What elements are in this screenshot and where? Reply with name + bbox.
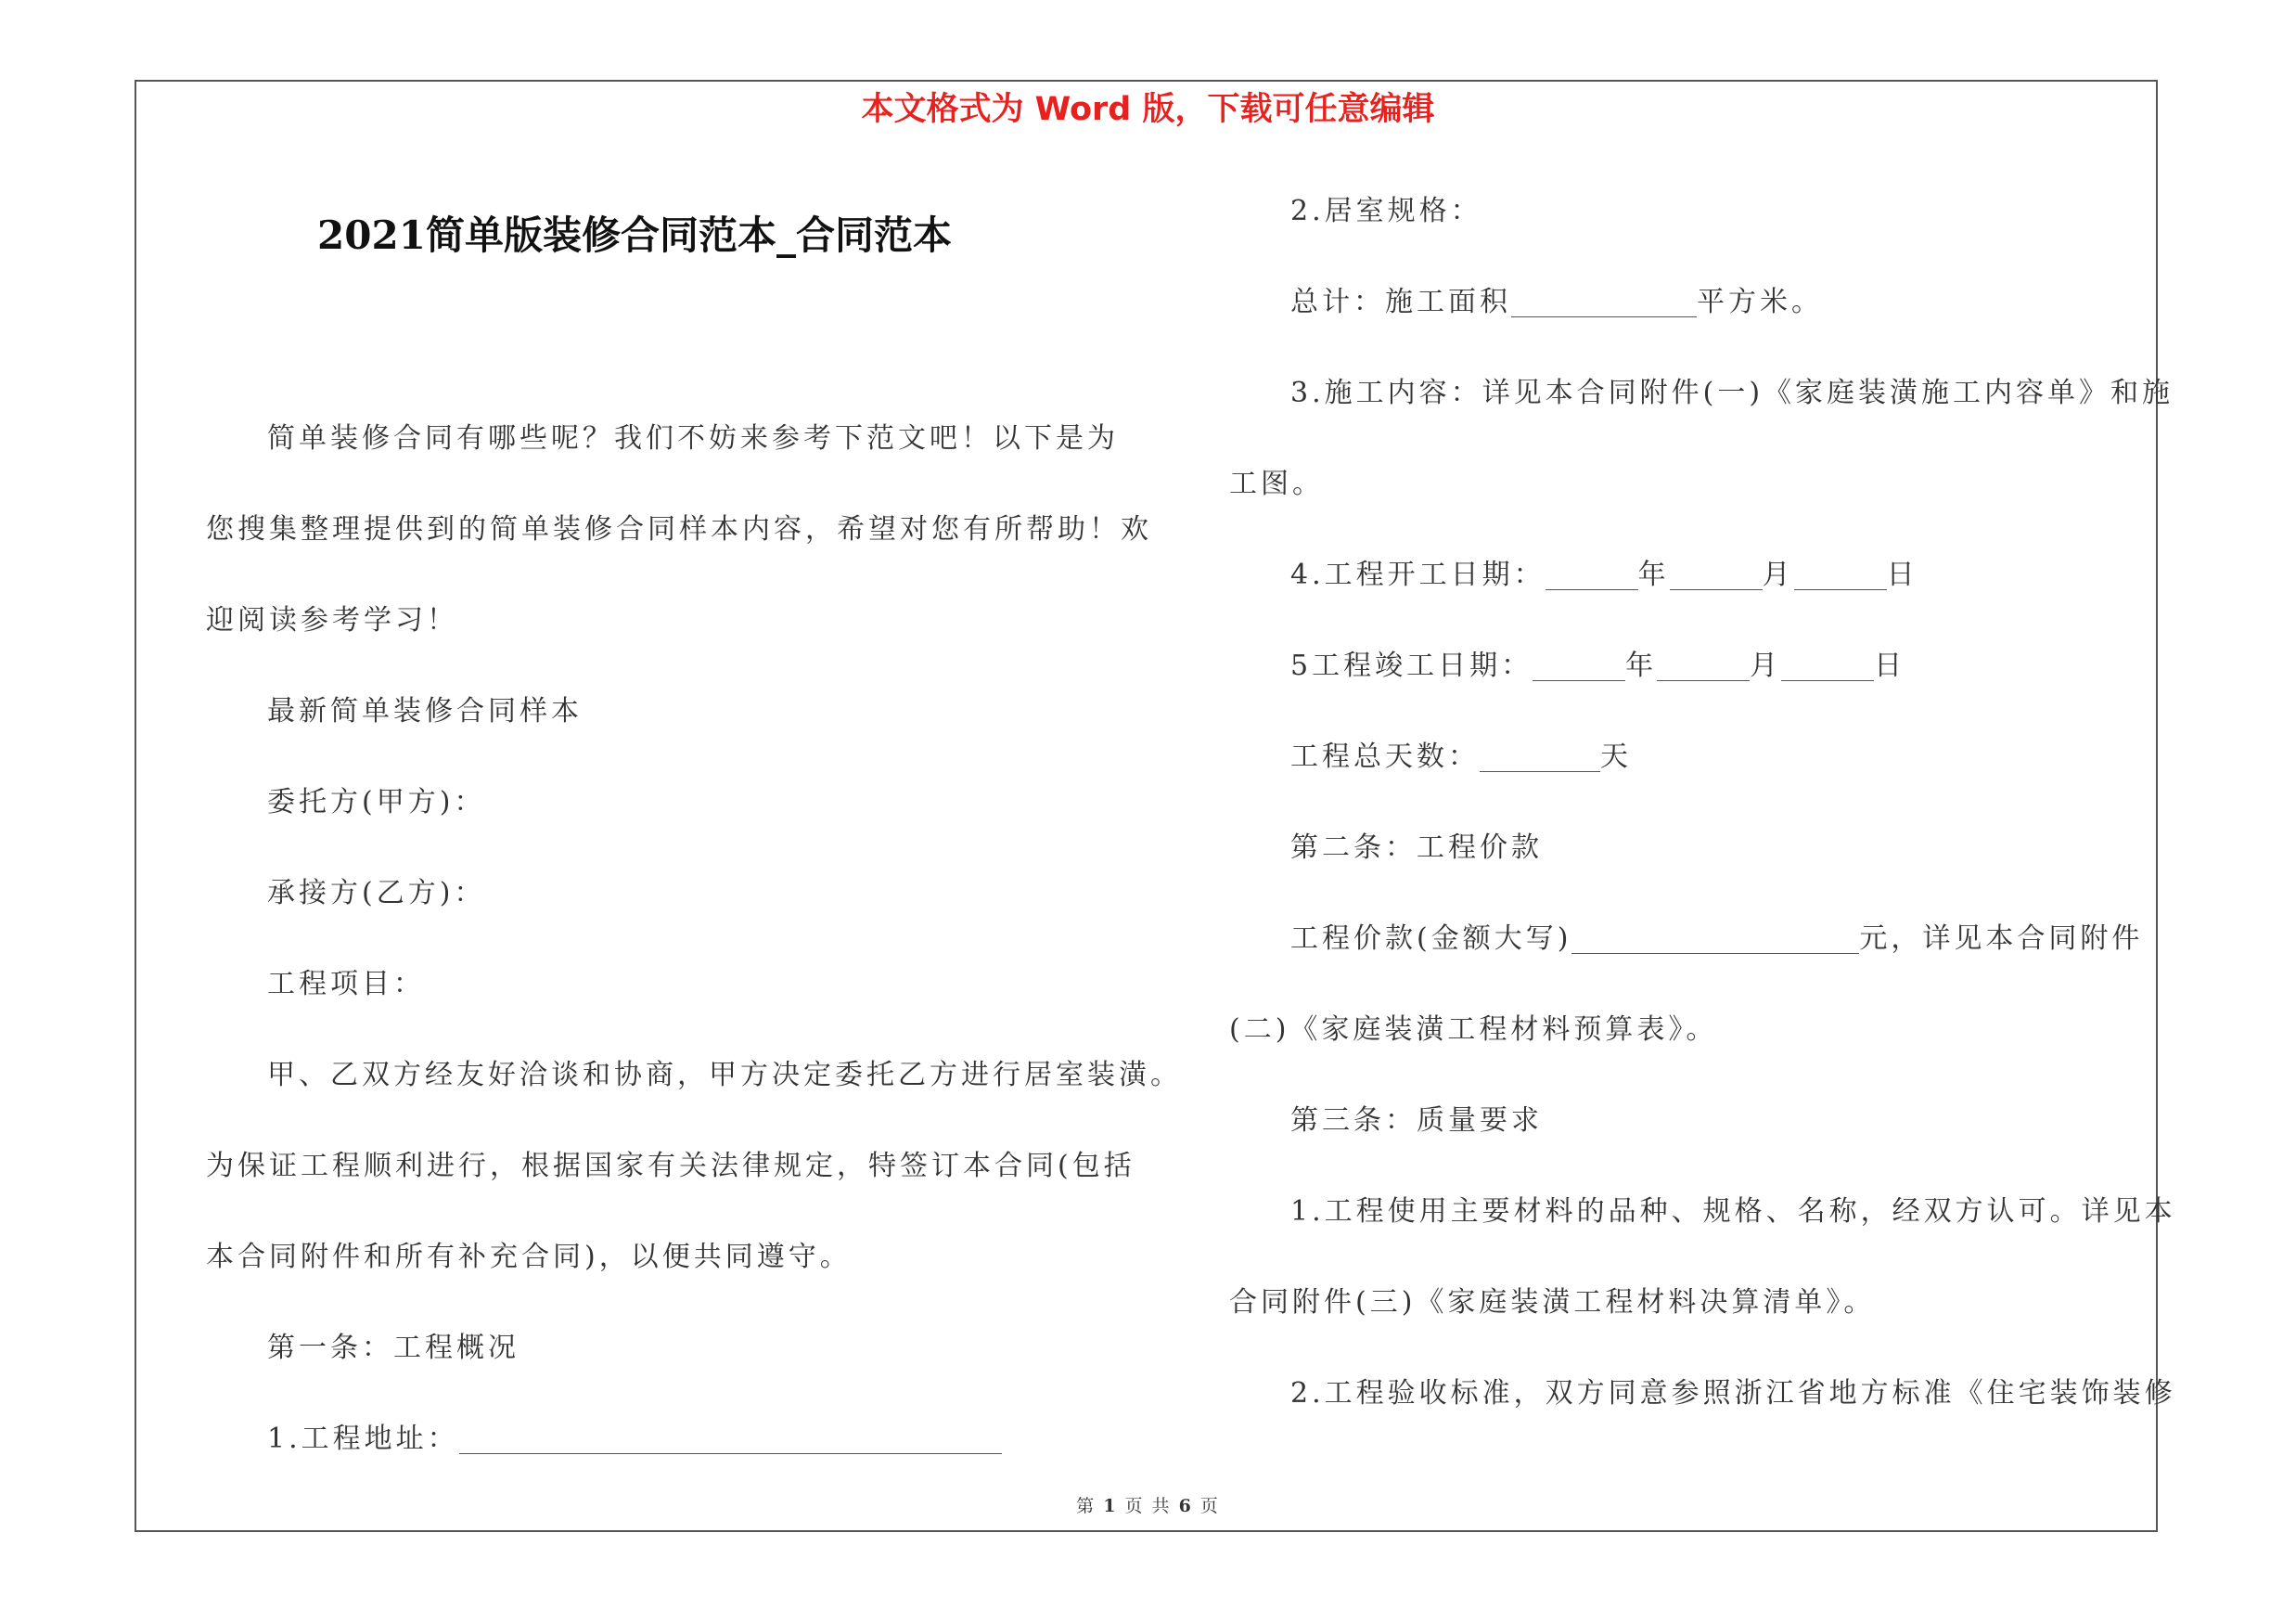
sample-heading: 最新简单装修合同样本 xyxy=(267,695,583,728)
end-date-label: 5工程竣工日期： xyxy=(1290,650,1533,682)
paragraph-line-3: 本合同附件和所有补充合同)，以便共同遵守。 xyxy=(206,1241,852,1273)
area-suffix: 平方米。 xyxy=(1697,286,1823,318)
article-2-heading: 第二条：工程价款 xyxy=(1290,831,1543,864)
start-month-unit: 月 xyxy=(1762,559,1794,591)
paragraph-line-1: 甲、乙双方经友好洽谈和协商，甲方决定委托乙方进行居室装潢。 xyxy=(267,1059,1182,1091)
end-date-line xyxy=(1229,643,1905,689)
area-prefix: 总计：施工面积 xyxy=(1290,286,1511,318)
footer-prefix: 第 xyxy=(1076,1496,1097,1516)
content-line-1: 3.施工内容：详见本合同附件(一)《家庭装潢施工内容单》和施 xyxy=(1290,377,2174,409)
content-line-2: 工图。 xyxy=(1229,468,1324,500)
article-3-heading: 第三条：质量要求 xyxy=(1290,1104,1543,1137)
area-blank xyxy=(1511,285,1697,317)
end-year-blank xyxy=(1533,649,1625,681)
spec-line: 2.居室规格： xyxy=(1290,195,1482,227)
footer-page-number: 1 xyxy=(1103,1496,1118,1516)
end-month-blank xyxy=(1657,649,1750,681)
footer-middle: 页 共 xyxy=(1124,1496,1172,1516)
quality-line-3: 2.工程验收标准，双方同意参照浙江省地方标准《住宅装饰装修 xyxy=(1290,1377,2176,1410)
total-days-blank xyxy=(1480,740,1600,772)
intro-line-1: 简单装修合同有哪些呢？我们不妨来参考下范文吧！以下是为 xyxy=(267,422,1119,455)
start-date-line xyxy=(1229,552,1918,599)
address-line xyxy=(206,1416,1002,1462)
end-year-unit: 年 xyxy=(1625,650,1658,682)
footer-total-pages: 6 xyxy=(1178,1496,1193,1516)
document-title: 2021简单版装修合同范本_合同范本 xyxy=(317,213,952,258)
page-footer xyxy=(0,1492,2296,1517)
start-month-blank xyxy=(1670,558,1763,590)
end-day-unit: 日 xyxy=(1874,650,1906,682)
start-day-unit: 日 xyxy=(1886,559,1918,591)
address-label: 1.工程地址： xyxy=(267,1423,459,1455)
start-year-blank xyxy=(1546,558,1638,590)
intro-line-3: 迎阅读参考学习！ xyxy=(206,604,458,637)
intro-line-2: 您搜集整理提供到的简单装修合同样本内容，希望对您有所帮助！欢 xyxy=(206,513,1152,546)
party-a-line: 委托方(甲方)： xyxy=(267,786,486,818)
end-day-blank xyxy=(1781,649,1874,681)
total-days-line xyxy=(1229,734,1632,780)
quality-line-1: 1.工程使用主要材料的品种、规格、名称，经双方认可。详见本 xyxy=(1290,1195,2176,1228)
price-prefix: 工程价款(金额大写) xyxy=(1290,922,1572,955)
price-line-1 xyxy=(1229,916,2143,962)
article-1-heading: 第一条：工程概况 xyxy=(267,1332,519,1364)
paragraph-line-2: 为保证工程顺利进行，根据国家有关法律规定，特签订本合同(包括 xyxy=(206,1150,1135,1182)
format-banner: 本文格式为 Word 版，下载可任意编辑 xyxy=(861,91,1435,128)
project-line: 工程项目： xyxy=(267,968,425,1000)
area-line xyxy=(1229,279,1823,326)
price-line-2: (二)《家庭装潢工程材料预算表》。 xyxy=(1229,1013,1718,1046)
address-blank xyxy=(459,1422,1002,1454)
party-b-line: 承接方(乙方)： xyxy=(267,877,486,909)
end-month-unit: 月 xyxy=(1750,650,1782,682)
start-year-unit: 年 xyxy=(1637,559,1670,591)
price-blank xyxy=(1571,921,1859,954)
footer-suffix: 页 xyxy=(1199,1496,1220,1516)
days-unit: 天 xyxy=(1600,741,1632,773)
price-suffix: 元，详见本合同附件 xyxy=(1859,922,2144,955)
quality-line-2: 合同附件(三)《家庭装潢工程材料决算清单》。 xyxy=(1229,1286,1876,1319)
start-day-blank xyxy=(1794,558,1887,590)
total-days-label: 工程总天数： xyxy=(1290,741,1480,773)
start-date-label: 4.工程开工日期： xyxy=(1290,559,1546,591)
